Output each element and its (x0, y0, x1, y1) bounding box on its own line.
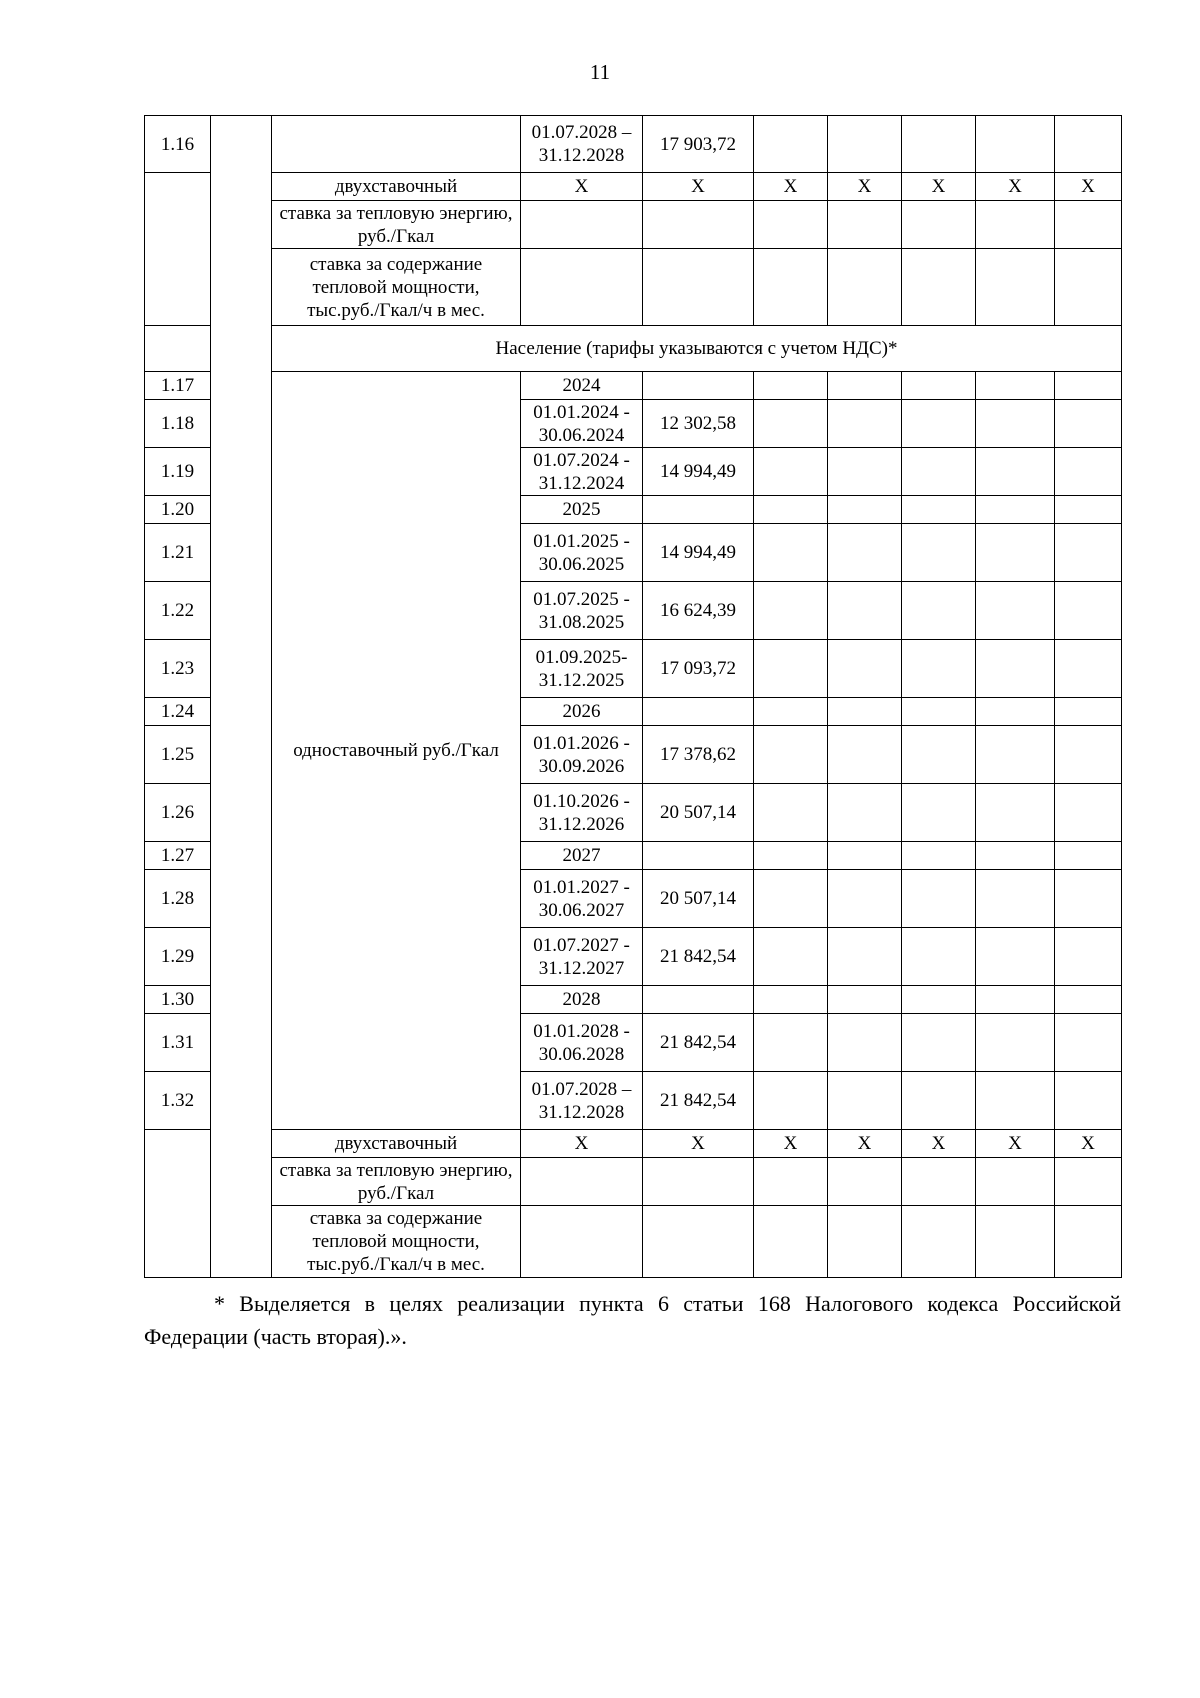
empty-cell (754, 842, 828, 870)
empty-cell (828, 842, 902, 870)
period-cell: 01.07.2024 - 31.12.2024 (521, 448, 643, 496)
row-number: 1.16 (145, 116, 211, 173)
empty-cell (902, 1206, 976, 1278)
row-number: 1.22 (145, 582, 211, 640)
empty-cell (828, 372, 902, 400)
empty-cell (976, 1206, 1055, 1278)
empty-cell (976, 1072, 1055, 1130)
year-cell: 2026 (521, 698, 643, 726)
capacity-rate-label: ставка за содержание тепловой мощности, тыс.руб./Гкал/ч в мес. (272, 1206, 521, 1278)
empty-cell (1055, 1014, 1122, 1072)
empty-cell (521, 1158, 643, 1206)
empty-cell (976, 249, 1055, 326)
x-mark: Х (1055, 1130, 1122, 1158)
tariff-value: 14 994,49 (643, 524, 754, 582)
empty-cell (1055, 842, 1122, 870)
row-number: 1.28 (145, 870, 211, 928)
x-mark: Х (754, 1130, 828, 1158)
empty-cell (1055, 582, 1122, 640)
empty-cell (976, 524, 1055, 582)
empty-cell (754, 928, 828, 986)
section-title: Население (тарифы указываются с учетом НДС)* (272, 326, 1122, 372)
x-mark: Х (828, 173, 902, 201)
empty-cell (643, 249, 754, 326)
x-mark: Х (976, 173, 1055, 201)
row-number: 1.32 (145, 1072, 211, 1130)
empty-cell (828, 116, 902, 173)
row-number: 1.31 (145, 1014, 211, 1072)
empty-cell (902, 582, 976, 640)
tariff-value: 16 624,39 (643, 582, 754, 640)
empty-cell (828, 201, 902, 249)
empty-cell (754, 640, 828, 698)
empty-cell (1055, 870, 1122, 928)
empty-cell (828, 870, 902, 928)
empty-cell (828, 524, 902, 582)
empty-cell (976, 784, 1055, 842)
empty-cell (1055, 448, 1122, 496)
empty-number-cell (145, 173, 211, 326)
empty-cell (754, 1014, 828, 1072)
empty-cell (828, 1072, 902, 1130)
empty-cell (754, 726, 828, 784)
empty-cell (902, 1158, 976, 1206)
empty-cell (643, 1158, 754, 1206)
empty-cell (902, 784, 976, 842)
table-row (145, 249, 1122, 326)
energy-rate-label: ставка за тепловую энергию, руб./Гкал (272, 201, 521, 249)
tariff-table (144, 115, 1122, 1278)
period-cell: 01.01.2026 - 30.09.2026 (521, 726, 643, 784)
two-rate-label: двухставочный (272, 173, 521, 201)
empty-cell (643, 698, 754, 726)
row-number: 1.27 (145, 842, 211, 870)
footnote: * Выделяется в целях реализации пункта 6 статьи 168 Налогового кодекса Российской Федерации (часть вторая).». (144, 1291, 1121, 1349)
empty-cell (754, 249, 828, 326)
period-cell: 01.10.2026 - 31.12.2026 (521, 784, 643, 842)
row-number: 1.30 (145, 986, 211, 1014)
table-row (145, 326, 1122, 372)
table-row (145, 1206, 1122, 1278)
tariff-value: 17 903,72 (643, 116, 754, 173)
tariff-value: 17 093,72 (643, 640, 754, 698)
x-mark: Х (521, 173, 643, 201)
table-row (145, 372, 1122, 400)
year-cell: 2025 (521, 496, 643, 524)
period-cell: 01.07.2028 – 31.12.2028 (521, 116, 643, 173)
period-cell: 01.09.2025- 31.12.2025 (521, 640, 643, 698)
empty-cell (754, 582, 828, 640)
row-number: 1.20 (145, 496, 211, 524)
row-number: 1.21 (145, 524, 211, 582)
empty-cell (902, 496, 976, 524)
period-cell: 01.01.2027 - 30.06.2027 (521, 870, 643, 928)
empty-cell (976, 842, 1055, 870)
empty-cell (521, 201, 643, 249)
empty-cell (643, 496, 754, 524)
empty-cell (828, 698, 902, 726)
empty-cell (754, 524, 828, 582)
empty-cell (828, 1158, 902, 1206)
empty-cell (1055, 524, 1122, 582)
tariff-value: 14 994,49 (643, 448, 754, 496)
period-cell: 01.01.2024 - 30.06.2024 (521, 400, 643, 448)
empty-cell (828, 986, 902, 1014)
empty-cell (754, 372, 828, 400)
empty-cell (754, 1206, 828, 1278)
tariff-value: 12 302,58 (643, 400, 754, 448)
empty-cell (902, 372, 976, 400)
tariff-value: 20 507,14 (643, 870, 754, 928)
empty-cell (1055, 640, 1122, 698)
empty-cell (976, 870, 1055, 928)
row-number: 1.24 (145, 698, 211, 726)
empty-cell (976, 116, 1055, 173)
tariff-value: 20 507,14 (643, 784, 754, 842)
period-cell: 01.01.2025 - 30.06.2025 (521, 524, 643, 582)
empty-cell (754, 400, 828, 448)
year-cell: 2024 (521, 372, 643, 400)
empty-cell (828, 640, 902, 698)
empty-cell (902, 928, 976, 986)
empty-cell (1055, 496, 1122, 524)
empty-cell (902, 400, 976, 448)
empty-cell (976, 640, 1055, 698)
two-rate-label: двухставочный (272, 1130, 521, 1158)
group-column (211, 116, 272, 1278)
empty-cell (902, 1014, 976, 1072)
empty-cell (643, 986, 754, 1014)
empty-cell (754, 784, 828, 842)
empty-number-cell (145, 1130, 211, 1278)
empty-cell (1055, 986, 1122, 1014)
empty-cell (828, 448, 902, 496)
empty-cell (828, 582, 902, 640)
empty-cell (902, 698, 976, 726)
x-mark: Х (1055, 173, 1122, 201)
empty-cell (828, 1206, 902, 1278)
table-row (145, 201, 1122, 249)
x-mark: Х (643, 1130, 754, 1158)
empty-cell (754, 986, 828, 1014)
empty-cell (976, 1014, 1055, 1072)
empty-cell (754, 201, 828, 249)
empty-cell (1055, 928, 1122, 986)
tariff-table-body (145, 116, 1122, 1278)
row-number: 1.18 (145, 400, 211, 448)
tariff-value: 17 378,62 (643, 726, 754, 784)
empty-cell (1055, 784, 1122, 842)
empty-cell (976, 400, 1055, 448)
empty-cell (828, 400, 902, 448)
empty-cell (754, 448, 828, 496)
empty-cell (902, 726, 976, 784)
empty-cell (976, 698, 1055, 726)
empty-cell (902, 201, 976, 249)
empty-cell (754, 1072, 828, 1130)
empty-cell (976, 372, 1055, 400)
table-row (145, 1130, 1122, 1158)
year-cell: 2027 (521, 842, 643, 870)
empty-cell (828, 726, 902, 784)
table-row (145, 173, 1122, 201)
period-cell: 01.01.2028 - 30.06.2028 (521, 1014, 643, 1072)
empty-cell (521, 1206, 643, 1278)
empty-cell (1055, 400, 1122, 448)
table-row (145, 1158, 1122, 1206)
empty-cell (902, 524, 976, 582)
empty-cell (643, 1206, 754, 1278)
single-rate-label: одноставочный руб./Гкал (272, 372, 521, 1130)
row-number: 1.25 (145, 726, 211, 784)
empty-cell (1055, 1206, 1122, 1278)
period-cell: 01.07.2027 - 31.12.2027 (521, 928, 643, 986)
year-cell: 2028 (521, 986, 643, 1014)
empty-cell (976, 448, 1055, 496)
empty-cell (643, 372, 754, 400)
empty-cell (976, 928, 1055, 986)
page-number: 11 (589, 60, 611, 84)
empty-cell (902, 870, 976, 928)
empty-cell (1055, 726, 1122, 784)
empty-cell (1055, 116, 1122, 173)
row-number: 1.23 (145, 640, 211, 698)
table-row (145, 116, 1122, 173)
empty-cell (272, 116, 521, 173)
period-cell: 01.07.2025 - 31.08.2025 (521, 582, 643, 640)
tariff-value: 21 842,54 (643, 1014, 754, 1072)
empty-cell (976, 1158, 1055, 1206)
period-cell: 01.07.2028 – 31.12.2028 (521, 1072, 643, 1130)
row-number: 1.26 (145, 784, 211, 842)
tariff-value: 21 842,54 (643, 1072, 754, 1130)
empty-cell (902, 842, 976, 870)
x-mark: Х (754, 173, 828, 201)
empty-cell (754, 496, 828, 524)
empty-cell (1055, 698, 1122, 726)
empty-cell (976, 986, 1055, 1014)
empty-cell (902, 1072, 976, 1130)
empty-number-cell (145, 326, 211, 372)
x-mark: Х (828, 1130, 902, 1158)
empty-cell (828, 1014, 902, 1072)
empty-cell (754, 870, 828, 928)
x-mark: Х (976, 1130, 1055, 1158)
empty-cell (1055, 249, 1122, 326)
empty-cell (902, 986, 976, 1014)
empty-cell (902, 249, 976, 326)
empty-cell (643, 842, 754, 870)
row-number: 1.29 (145, 928, 211, 986)
row-number: 1.17 (145, 372, 211, 400)
empty-cell (521, 249, 643, 326)
empty-cell (828, 928, 902, 986)
empty-cell (902, 448, 976, 496)
empty-cell (976, 201, 1055, 249)
empty-cell (902, 640, 976, 698)
empty-cell (1055, 1072, 1122, 1130)
capacity-rate-label: ставка за содержание тепловой мощности, тыс.руб./Гкал/ч в мес. (272, 249, 521, 326)
x-mark: Х (902, 173, 976, 201)
empty-cell (976, 496, 1055, 524)
x-mark: Х (902, 1130, 976, 1158)
empty-cell (902, 116, 976, 173)
empty-cell (754, 116, 828, 173)
empty-cell (643, 201, 754, 249)
empty-cell (828, 249, 902, 326)
empty-cell (754, 1158, 828, 1206)
x-mark: Х (521, 1130, 643, 1158)
empty-cell (1055, 1158, 1122, 1206)
x-mark: Х (643, 173, 754, 201)
tariff-value: 21 842,54 (643, 928, 754, 986)
empty-cell (754, 698, 828, 726)
empty-cell (1055, 372, 1122, 400)
empty-cell (1055, 201, 1122, 249)
row-number: 1.19 (145, 448, 211, 496)
empty-cell (976, 726, 1055, 784)
energy-rate-label: ставка за тепловую энергию, руб./Гкал (272, 1158, 521, 1206)
empty-cell (976, 582, 1055, 640)
empty-cell (828, 496, 902, 524)
empty-cell (828, 784, 902, 842)
